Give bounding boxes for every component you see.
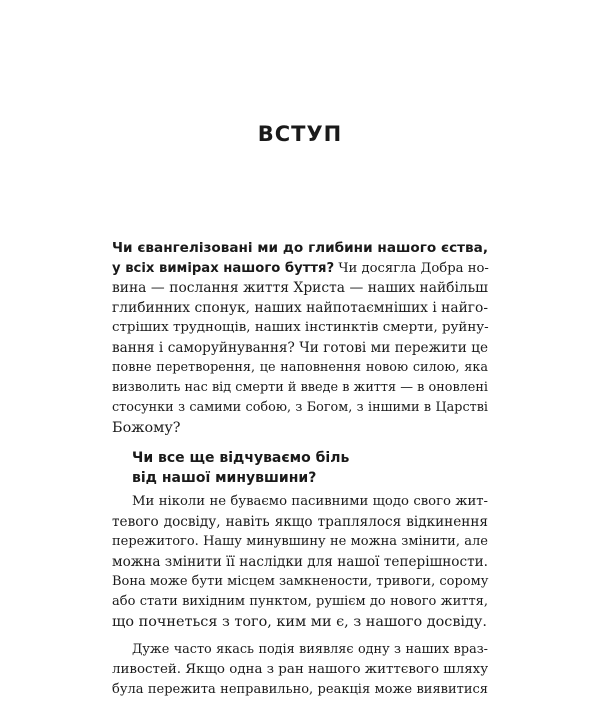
text-line: пережитого. Нашу минувшину не можна змінити, але bbox=[112, 534, 488, 549]
text-line: була пережита неправильно, реакція може виявитися bbox=[112, 682, 488, 697]
text-line: Вона може бути місцем замкнености, тривоги, сорому bbox=[112, 574, 489, 589]
text-line: у всіх вимірах нашого буття? Чи досягла Добра но- bbox=[112, 261, 489, 276]
chapter-heading: ВСТУП bbox=[257, 122, 343, 146]
text-line: глибинних спонук, наших найпотаємніших і найго- bbox=[112, 300, 488, 316]
text-line: ливостей. Якщо одна з ран нашого життєвого шляху bbox=[112, 662, 489, 677]
text-line: тевого досвіду, навіть якщо траплялося відкинення bbox=[112, 514, 488, 530]
text-line: вання і саморуйнування? Чи готові ми пережити це bbox=[112, 340, 488, 356]
text-line: можна змінити її наслідки для нашої теперішности. bbox=[112, 554, 488, 570]
text-line: повне перетворення, це наповнення новою силою, яка bbox=[112, 360, 488, 375]
text-line: вина — послання життя Христа — наших найбільш bbox=[112, 280, 488, 296]
text-line: Божому? bbox=[112, 420, 181, 436]
text-line: або стати вихідним пунктом, рушієм до нового життя, bbox=[112, 594, 488, 609]
subheading-line: від нашої минувшини? bbox=[132, 470, 317, 486]
text-line: Ми ніколи не буваємо пасивними щодо свого жит- bbox=[132, 494, 488, 509]
text-line: стріших труднощів, наших інстинктів смерти, руйну- bbox=[112, 320, 489, 335]
text-line: визволить нас від смерти й введе в життя — в оновлені bbox=[112, 380, 488, 395]
text-line: Чи євангелізовані ми до глибини нашого єства, bbox=[112, 240, 488, 256]
text-line: Дуже часто якась подія виявляє одну з наших враз- bbox=[132, 642, 488, 657]
subheading-line: Чи все ще відчуваємо біль bbox=[132, 450, 350, 466]
text-line: стосунки з самими собою, з Богом, з іншими в Царстві bbox=[112, 400, 488, 415]
text-line: що почнеться з того, ким ми є, з нашого досвіду. bbox=[112, 614, 487, 630]
